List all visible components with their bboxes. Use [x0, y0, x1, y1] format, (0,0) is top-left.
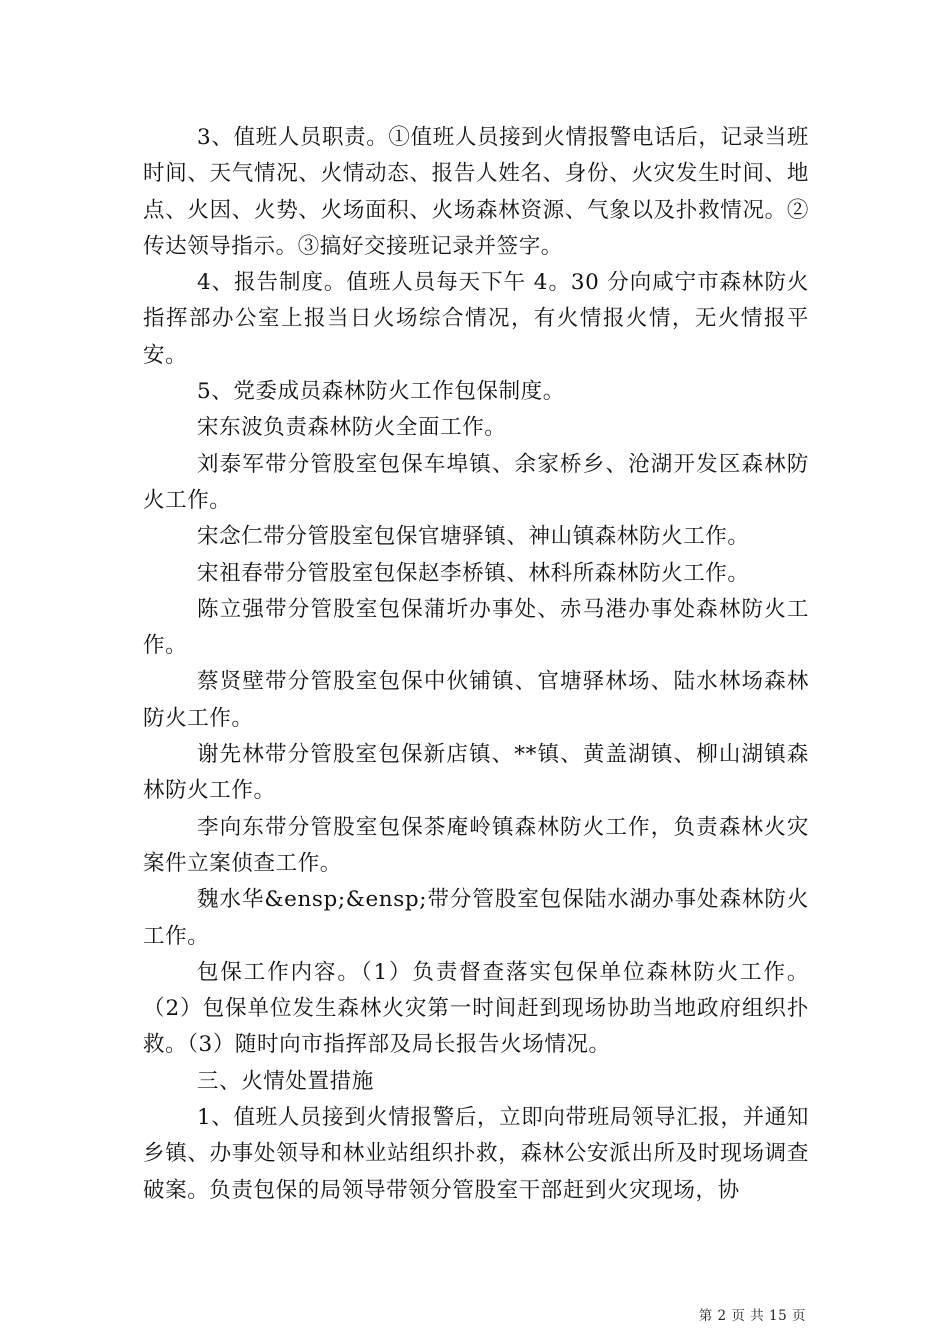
paragraph-fire-alarm-handling: 1、值班人员接到火情报警后，立即向带班局领导汇报，并通知乡镇、办事处领导和林业站组织扑救，森林公安派出所及时现场调查破案。负责包保的局领导带领分管股室干部赶到火灾现场，协 [143, 1105, 809, 1203]
paragraph-liu-taijun: 刘泰军带分管股室包保车埠镇、余家桥乡、沧湖开发区森林防火工作。 [143, 451, 809, 513]
paragraph-guarantee-content: 包保工作内容。（1）负责督查落实包保单位森林防火工作。（2）包保单位发生森林火灾第一时间赶到现场协助当地政府组织扑救。（3）随时向市指挥部及局长报告火场情况。 [143, 959, 809, 1058]
paragraph-party-guarantee-system: 5、党委成员森林防火工作包保制度。 [197, 379, 565, 405]
paragraph-xie-xianlin: 谢先林带分管股室包保新店镇、**镇、黄盖湖镇、柳山湖镇森林防火工作。 [143, 742, 809, 804]
paragraph-song-zuchun: 宋祖春带分管股室包保赵李桥镇、林科所森林防火工作。 [197, 560, 750, 586]
paragraph-li-xiangdong: 李向东带分管股室包保茶庵岭镇森林防火工作，负责森林火灾案件立案侦查工作。 [143, 814, 809, 876]
paragraph-chen-liqiang: 陈立强带分管股室包保蒲圻办事处、赤马港办事处森林防火工作。 [143, 596, 809, 659]
paragraph-song-nianren: 宋念仁带分管股室包保官塘驿镇、神山镇森林防火工作。 [197, 524, 750, 550]
paragraph-cai-xianbi: 蔡贤壁带分管股室包保中伙铺镇、官塘驿林场、陆水林场森林防火工作。 [143, 669, 809, 731]
section-heading-fire-measures: 三、火情处置措施 [197, 1068, 374, 1094]
paragraph-duty-responsibilities: 3、值班人员职责。①值班人员接到火情报警电话后，记录当班时间、天气情况、火情动态、报告人姓名、身份、火灾发生时间、地点、火因、火势、火场面积、火场森林资源、气象以及扑救情况。②传达领导指示。③搞好交接班记录并签字。 [143, 125, 809, 259]
page-number: 第 2 页 共 15 页 [698, 1308, 806, 1324]
document-body [143, 120, 809, 1209]
paragraph-reporting-system: 4、报告制度。值班人员每天下午 4。30 分向咸宁市森林防火指挥部办公室上报当日火场综合情况，有火情报火情，无火情报平安。 [143, 270, 809, 368]
paragraph-song-dongbo: 宋东波负责森林防火全面工作。 [197, 415, 507, 441]
paragraph-wei-shuihua: 魏水华&ensp;&ensp;带分管股室包保陆水湖办事处森林防火工作。 [143, 887, 809, 949]
